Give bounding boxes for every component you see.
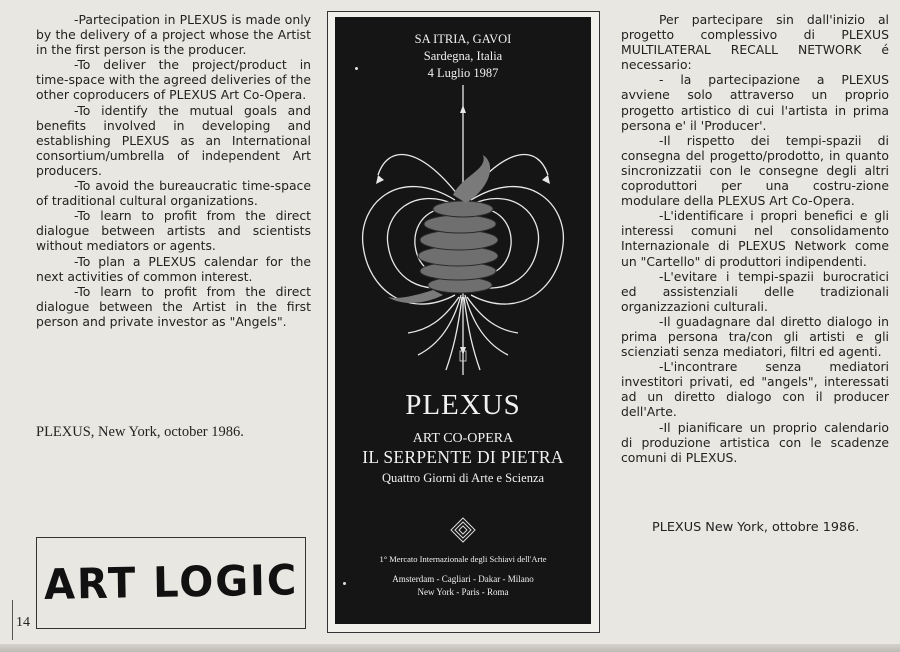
poster-subtitle-quattro-giorni: Quattro Giorni di Arte e Scienza bbox=[381, 471, 545, 485]
left-paragraph: -To deliver the project/product in time-space with the agreed deliveries of the other coproducers of PLEXUS Art Co-Opera. bbox=[36, 57, 311, 103]
right-paragraph: -Il guadagnare dal diretto dialogo in prima persona tra/con gli artisti e gli scienziati senza mediatori, filtri ed agenti. bbox=[621, 313, 889, 360]
poster-cities-line2: New York - Paris - Roma bbox=[417, 587, 509, 597]
right-paragraph: -Il rispetto dei tempi-spazii di consegna del progetto/prodotto, in quanto sincronizzatii con le consegne degli altri coproduttori per una costru-zione modulare della PLEXUS Art Co-Opera. bbox=[621, 132, 889, 209]
left-paragraph: -To learn to profit from the direct dialogue between artists and scientists without mediators or agents. bbox=[36, 208, 311, 254]
left-paragraph: -Partecipation in PLEXUS is made only by the delivery of a project whose the Artist in the first person is the producer. bbox=[36, 12, 311, 58]
poster bbox=[335, 17, 591, 624]
left-paragraph: -To avoid the bureaucratic time-space of traditional cultural organizations. bbox=[36, 178, 311, 209]
right-paragraph: -L'identificare i propri benefici e gli interessi comuni nel consolidamento Internazionale di PLEXUS Network come un "Cartello" di produttori indipendenti. bbox=[621, 208, 889, 269]
poster-header bbox=[335, 31, 591, 82]
left-paragraph: -To learn to profit from the direct dialogue between the Artist in the first person and private investor as "Angels". bbox=[36, 283, 311, 329]
poster-subtitle-serpente: IL SERPENTE DI PIETRA bbox=[362, 447, 564, 467]
art-logic-logo-box bbox=[36, 537, 306, 629]
right-paragraph: - la partecipazione a PLEXUS avviene solo attraverso un proprio progetto artistico di cui l'artista in prima persona e' il 'Producer'. bbox=[621, 72, 889, 133]
right-signature: PLEXUS New York, ottobre 1986. bbox=[652, 520, 860, 535]
magnetic-field-serpent-illustration bbox=[358, 85, 568, 390]
poster-location-line2: Sardegna, Italia bbox=[423, 49, 503, 63]
poster-cities-line1: Amsterdam - Cagliari - Dakar - Milano bbox=[392, 574, 534, 584]
page-bottom-edge bbox=[0, 644, 900, 652]
right-text-column bbox=[621, 12, 889, 465]
art-logic-logo: ART LOGIC bbox=[43, 556, 299, 610]
poster-subtitle-art-co-opera: ART CO-OPERA bbox=[412, 431, 514, 446]
left-signature: PLEXUS, New York, october 1986. bbox=[36, 424, 244, 440]
diamond-emblem-icon bbox=[450, 517, 476, 543]
poster-mercato-line: 1° Mercato Internazionale degli Schiavi dell'Arte bbox=[379, 554, 547, 564]
poster-dot bbox=[355, 67, 358, 70]
right-paragraph: -L'incontrare senza mediatori investitori privati, ed "angels", interessati ad un diretto dialogo con il producer dell'Arte. bbox=[621, 359, 889, 420]
right-paragraph: -Il pianificare un proprio calendario di produzione artistica con le scadenze comuni di PLEXUS. bbox=[621, 419, 889, 465]
left-paragraph: -To identify the mutual goals and benefits involved in developing and establishing PLEXUS as an International consortium/umbrella of independent Art producers. bbox=[36, 102, 311, 178]
left-paragraph: -To plan a PLEXUS calendar for the next activities of common interest. bbox=[36, 253, 311, 284]
page-number: 14 bbox=[16, 615, 30, 630]
poster-title: PLEXUS bbox=[405, 389, 521, 421]
left-text-column bbox=[36, 12, 311, 329]
right-paragraph: -L'evitare i tempi-spazii burocratici ed assistenziali delle tradizionali organizzazioni culturali. bbox=[621, 268, 889, 314]
right-paragraph: Per partecipare sin dall'inizio al progetto complessivo di PLEXUS MULTILATERAL RECALL NETWORK é necessario: bbox=[621, 12, 889, 73]
poster-location-line1: SA ITRIA, GAVOI bbox=[414, 32, 512, 46]
margin-rule bbox=[12, 600, 13, 640]
poster-date: 4 Luglio 1987 bbox=[427, 66, 499, 80]
